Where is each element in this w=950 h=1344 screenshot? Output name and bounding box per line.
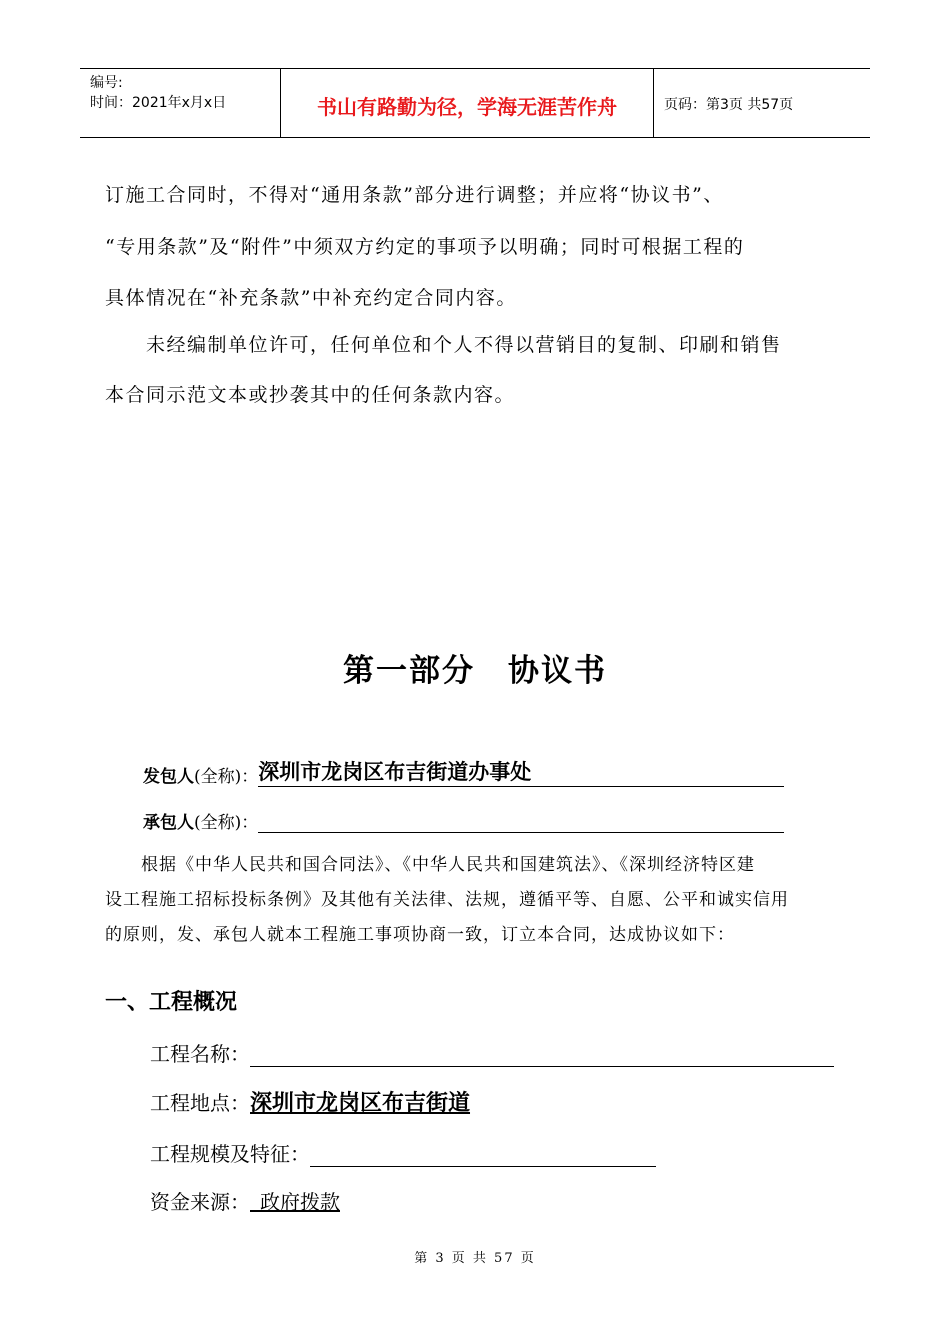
project-scale-field (310, 1144, 656, 1167)
header-page-info: 页码：第3页 共57页 (664, 97, 794, 113)
project-location-label: 工程地点： (150, 1091, 250, 1115)
contractor-line (143, 808, 784, 833)
employer-field (258, 756, 784, 787)
project-location-value: 深圳市龙岗区布吉街道 (250, 1091, 471, 1116)
contractor-field (258, 812, 784, 833)
funding-source-label: 资金来源： (150, 1190, 250, 1214)
basis-line-2: 设工程施工招标投标条例》及其他有关法律、法规，遵循平等、自愿、公平和诚实信用 (105, 890, 789, 910)
header-page-cell (654, 69, 870, 137)
project-name-field (250, 1044, 834, 1067)
document-time: 时间：2021年x月x日 (90, 95, 227, 111)
document-number-label: 编号: (90, 75, 123, 91)
basis-line-3: 的原则，发、承包人就本工程施工事项协商一致，订立本合同，达成协议如下： (105, 925, 735, 945)
contractor-suffix: (全称)： (194, 813, 259, 833)
basis-line-1: 根据《中华人民共和国合同法》、《中华人民共和国建筑法》、《深圳经济特区建 (105, 855, 755, 875)
page-header (80, 68, 870, 138)
funding-source-text: 政府拨款 (260, 1190, 340, 1214)
page-footer: 第 3 页 共 57 页 (414, 1251, 536, 1266)
project-name-label: 工程名称： (150, 1042, 250, 1066)
intro-line-5: 本合同示范文本或抄袭其中的任何条款内容。 (105, 384, 516, 406)
employer-label: 发包人 (143, 767, 194, 787)
employer-value: 深圳市龙岗区布吉街道办事处 (258, 760, 532, 784)
project-scale-row (150, 1138, 656, 1167)
project-name-row (150, 1038, 834, 1067)
part-title: 第一部分 协议书 (343, 653, 607, 689)
intro-line-4: 未经编制单位许可，任何单位和个人不得以营销目的复制、印刷和销售 (105, 334, 782, 356)
funding-source-value (250, 1190, 340, 1214)
intro-line-3: 具体情况在“补充条款”中补充约定合同内容。 (105, 287, 517, 309)
funding-source-row (150, 1186, 340, 1215)
header-meta-cell (80, 69, 281, 137)
employer-suffix: (全称)： (194, 767, 259, 787)
employer-line (143, 756, 784, 787)
intro-line-2: “专用条款”及“附件”中须双方约定的事项予以明确；同时可根据工程的 (105, 236, 745, 258)
intro-line-1: 订施工合同时，不得对“通用条款”部分进行调整；并应将“协议书”、 (105, 184, 724, 206)
header-motto: 书山有路勤为径，学海无涯苦作舟 (317, 95, 617, 119)
section-heading-project-overview: 一、工程概况 (105, 990, 238, 1015)
project-scale-label: 工程规模及特征： (150, 1142, 310, 1166)
header-motto-cell (281, 69, 654, 137)
contractor-label: 承包人 (143, 813, 194, 833)
project-location-row (150, 1086, 470, 1117)
